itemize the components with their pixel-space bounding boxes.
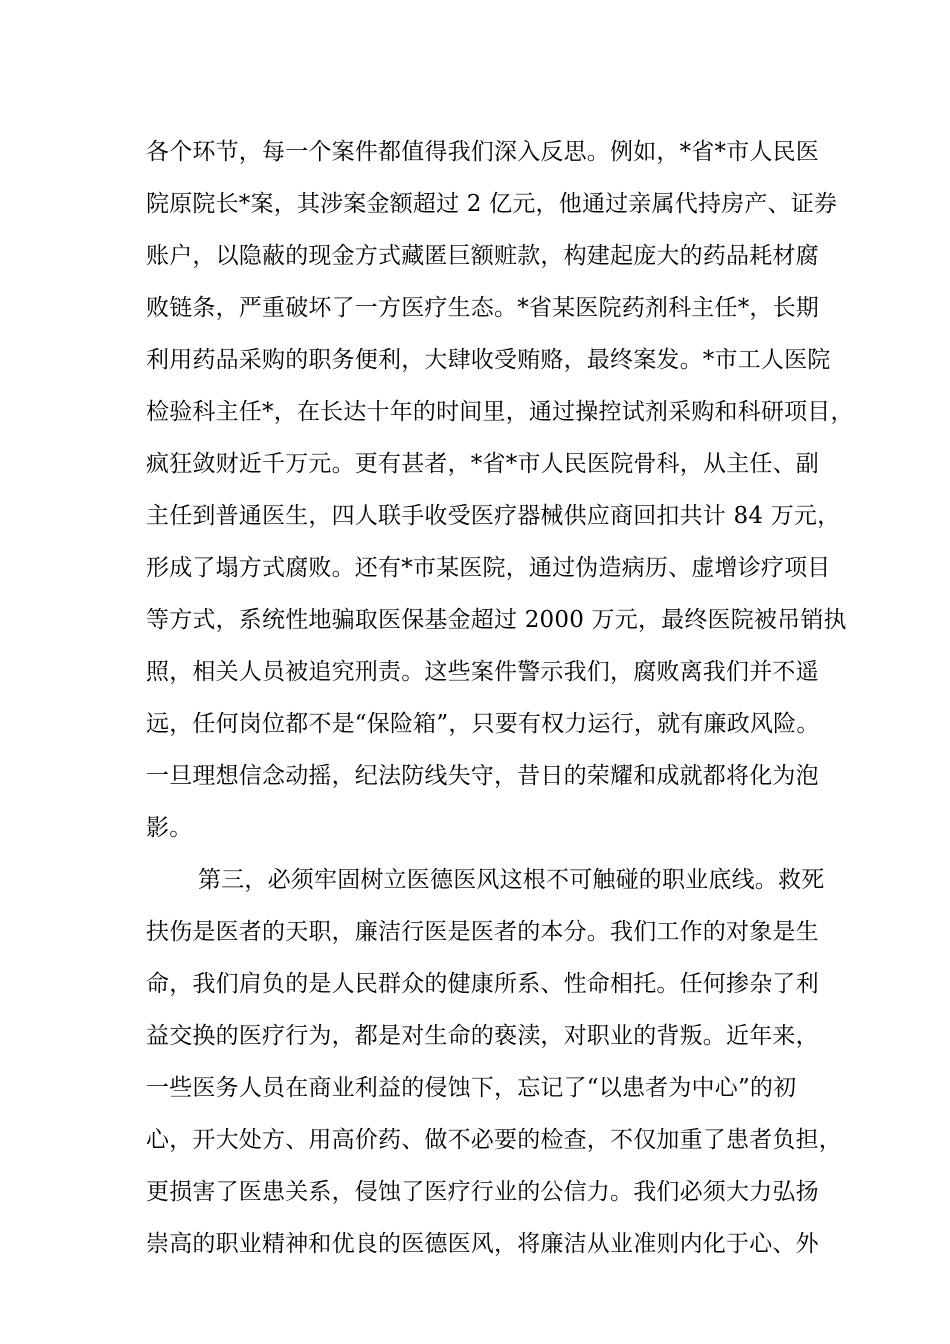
text-line: 院原院长*案，其涉案金额超过 2 亿元，他通过亲属代持房产、证券 — [146, 191, 838, 217]
text-line: 益交换的医疗行为，都是对生命的亵渎，对职业的背叛。近年来， — [146, 1023, 819, 1049]
text-line: 崇高的职业精神和优良的医德医风，将廉洁从业准则内化于心、外 — [146, 1231, 819, 1257]
text-line: 远，任何岗位都不是“保险箱”，只要有权力运行，就有廉政风险。 — [146, 711, 820, 737]
text-line: 更损害了医患关系，侵蚀了医疗行业的公信力。我们必须大力弘扬 — [146, 1179, 819, 1205]
text-line: 心，开大处方、用高价药、做不必要的检查，不仅加重了患者负担， — [146, 1127, 842, 1153]
text-line: 形成了塌方式腐败。还有*市某医院，通过伪造病历、虚增诊疗项目 — [146, 555, 831, 581]
text-line: 一旦理想信念动摇，纪法防线失守，昔日的荣耀和成就都将化为泡 — [146, 763, 819, 789]
text-line: 照，相关人员被追究刑责。这些案件警示我们，腐败离我们并不遥 — [146, 659, 819, 685]
text-line: 命，我们肩负的是人民群众的健康所系、性命相托。任何掺杂了利 — [146, 971, 819, 997]
text-line: 各个环节，每一个案件都值得我们深入反思。例如，*省*市人民医 — [146, 139, 819, 165]
text-line: 疯狂敛财近千万元。更有甚者，*省*市人民医院骨科，从主任、副 — [146, 451, 819, 477]
text-line: 扶伤是医者的天职，廉洁行医是医者的本分。我们工作的对象是生 — [146, 919, 819, 945]
text-line: 败链条，严重破坏了一方医疗生态。*省某医院药剂科主任*，长期 — [146, 295, 819, 321]
text-line: 主任到普通医生，四人联手收受医疗器械供应商回扣共计 84 万元， — [146, 503, 841, 529]
text-line: 利用药品采购的职务便利，大肆收受贿赂，最终案发。*市工人医院 — [146, 347, 831, 373]
text-line: 影。 — [146, 815, 193, 841]
text-line: 一些医务人员在商业利益的侵蚀下，忘记了“以患者为中心”的初 — [146, 1075, 797, 1101]
paragraph-first-line: 第三，必须牢固树立医德医风这根不可触碰的职业底线。救死 — [198, 867, 825, 893]
text-line: 账户，以隐蔽的现金方式藏匿巨额赃款，构建起庞大的药品耗材腐 — [146, 243, 819, 269]
text-line: 检验科主任*，在长达十年的时间里，通过操控试剂采购和科研项目， — [146, 399, 854, 425]
text-line: 等方式，系统性地骗取医保基金超过 2000 万元，最终医院被吊销执 — [146, 607, 847, 633]
